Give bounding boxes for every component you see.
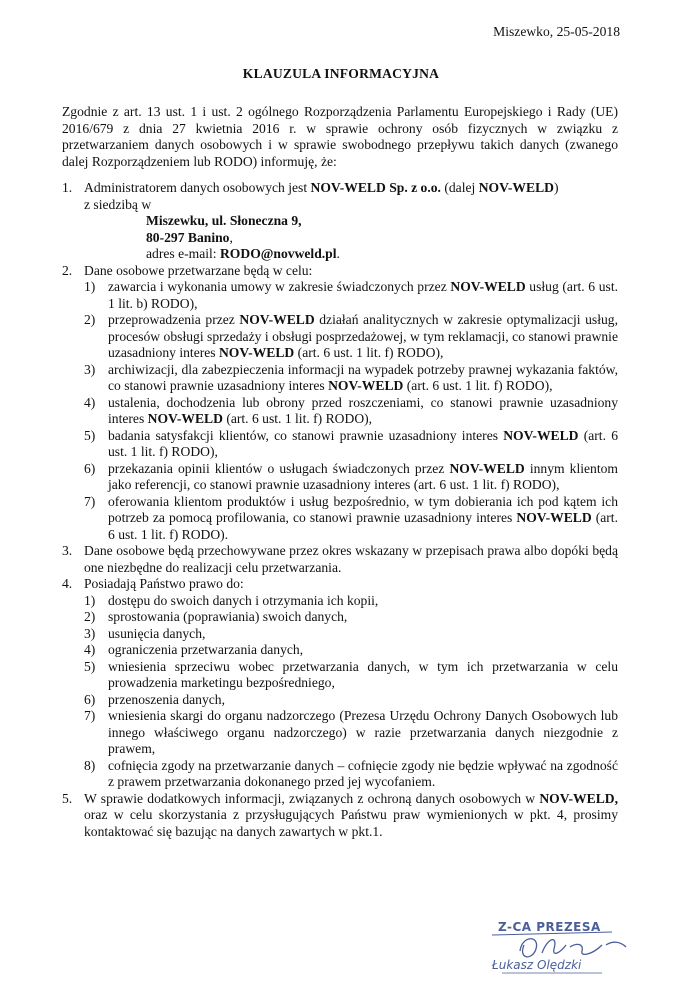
right-text: przenoszenia danych, <box>108 691 226 707</box>
company-name: NOV-WELD <box>218 345 295 360</box>
purpose-item <box>84 395 618 428</box>
purpose-text: zawarcia i wykonania umowy w zakresie świadczonych przez <box>108 279 451 294</box>
company-name: NOV-WELD <box>239 312 315 327</box>
right-text: wniesienia sprzeciwu wobec przetwarzania danych, w tym ich przetwarzania w celu prowadzenia marketingu bezpośredniego, <box>108 658 618 690</box>
purpose-number: 7) <box>84 493 96 509</box>
clause-number: 4. <box>62 576 73 591</box>
purpose-text: (art. 6 ust. 1 lit. f) RODO), <box>403 378 553 393</box>
address-comma: , <box>229 229 233 245</box>
address-postal: 80-297 Banino <box>146 229 230 245</box>
clause-number: 1. <box>62 180 73 195</box>
email-label: adres e-mail: <box>146 246 220 261</box>
right-text: ograniczenia przetwarzania danych, <box>108 642 304 657</box>
purpose-text: (art. 6 ust. 1 lit. f) RODO). <box>108 510 618 542</box>
right-number: 8) <box>84 757 96 773</box>
company-name: NOV-WELD <box>516 510 592 525</box>
right-item <box>84 692 618 709</box>
purpose-text: innym klientom jako referencji, co stanowi prawnie uzasadniony interes (art. 6 ust. 1 lit. f) RODO), <box>108 460 618 492</box>
right-number: 2) <box>84 609 96 624</box>
purpose-number: 4) <box>84 394 96 410</box>
address-block <box>84 213 618 263</box>
email-address[interactable]: RODO@novweld.pl <box>219 246 337 261</box>
right-text: sprostowania (poprawiania) swoich danych, <box>108 609 348 624</box>
purposes-heading: Dane osobowe przetwarzane będą w celu: <box>84 262 313 278</box>
purpose-text: (art. 6 ust. 1 lit. f) RODO), <box>108 427 618 459</box>
right-number: 1) <box>84 592 96 608</box>
clause-number: 3. <box>62 543 73 558</box>
purpose-item <box>84 428 618 461</box>
clause-contact <box>62 791 618 841</box>
purpose-text: działań analitycznych w zakresie optymalizacji usług, procesów obsługi sprzedaży i obsługi posprzedażowej, w tym reklamacji, co stanowi prawnie uzasadniony interes <box>108 312 618 360</box>
purpose-text: (art. 6 ust. 1 lit. f) RODO), <box>294 345 444 360</box>
company-name: NOV-WELD <box>147 411 223 426</box>
clause-list <box>62 180 618 840</box>
right-item <box>84 609 618 626</box>
address-street: Miszewku, ul. Słoneczna 9, <box>146 213 302 228</box>
admin-seat: z siedzibą w <box>84 196 152 212</box>
right-item <box>84 758 618 791</box>
right-number: 7) <box>84 708 96 723</box>
company-name: NOV-WELD <box>478 180 554 195</box>
right-item <box>84 626 618 643</box>
right-text: cofnięcia zgody na przetwarzanie danych – cofnięcie zgody nie będzie wpływać na zgodność z prawem przetwarzania dokonanego przed jej wycofaniem. <box>108 757 618 789</box>
right-item <box>84 708 618 758</box>
right-text: usunięcia danych, <box>108 625 206 641</box>
stamp-name: Łukasz Olędzki <box>492 958 582 972</box>
right-text: wniesienia skargi do organu nadzorczego (Prezesa Urzędu Ochrony Danych Osobowych lub innego właściwego organu nadzorczego) w razie przetwarzania danych niezgodnie z prawem, <box>108 708 618 756</box>
purpose-number: 1) <box>84 279 96 294</box>
purpose-item <box>84 279 618 312</box>
purpose-number: 5) <box>84 427 96 443</box>
purpose-number: 3) <box>84 361 96 377</box>
company-full-name: NOV-WELD Sp. z o.o. <box>310 180 441 195</box>
document-date: Miszewko, 25-05-2018 <box>493 24 620 39</box>
purpose-item <box>84 494 618 544</box>
admin-text: Administratorem danych osobowych jest <box>84 180 311 195</box>
purpose-number: 6) <box>84 460 96 476</box>
retention-text: Dane osobowe będą przechowywane przez okres wskazany w przepisach prawa albo dopóki będą one niezbędne do realizacji celu przetwarzania. <box>84 543 618 575</box>
intro-paragraph: Zgodnie z art. 13 ust. 1 i ust. 2 ogólnego Rozporządzenia Parlamentu Europejskiego i Rady (UE) 2016/679 z dnia 27 kwietnia 2016 r. w sprawie ochrony osób fizycznych w związku z przetwarzaniem danych osobowych i w sprawie swobodnego przepływu takich danych (zwanego dalej Rozporządzeniem lub RODO) informuję, że: <box>62 104 618 169</box>
purpose-text: przekazania opinii klientów o usługach świadczonych przez <box>108 460 450 476</box>
right-item <box>84 593 618 610</box>
purpose-text: usług (art. 6 ust. 1 lit. b) RODO), <box>108 279 618 311</box>
right-number: 6) <box>84 691 96 707</box>
admin-text: ) <box>553 180 559 195</box>
rights-heading: Posiadają Państwo prawo do: <box>84 576 244 591</box>
contact-text: W sprawie dodatkowych informacji, związanych z ochroną danych osobowych w <box>84 790 540 806</box>
purpose-text: ustalenia, dochodzenia lub obrony przed roszczeniami, co stanowi prawnie uzasadniony interes <box>108 394 618 426</box>
purpose-item <box>84 312 618 362</box>
purpose-text: (art. 6 ust. 1 lit. f) RODO), <box>222 411 373 426</box>
purpose-text: archiwizacji, dla zabezpieczenia informacji na wypadek potrzeby prawnej wykazania faktów, co stanowi prawnie uzasadniony interes <box>108 361 618 393</box>
right-item <box>84 642 618 659</box>
purpose-item <box>84 362 618 395</box>
right-number: 4) <box>84 642 96 657</box>
clause-number: 2. <box>62 262 73 278</box>
purpose-number: 2) <box>84 312 96 327</box>
contact-text: oraz w celu skorzystania z przysługujących Państwu praw wymienionych w pkt. 4, prosimy kontaktować się bazując na danych zawartych w pkt.1. <box>84 807 618 839</box>
stamp-role: Z-CA PREZESA <box>498 920 601 934</box>
right-number: 5) <box>84 658 96 674</box>
clause-administrator <box>62 180 618 263</box>
email-end: . <box>336 246 340 261</box>
company-name: NOV-WELD <box>328 378 404 393</box>
company-name: NOV-WELD <box>450 279 526 294</box>
admin-text: (dalej <box>440 180 479 195</box>
clause-purposes <box>62 263 618 544</box>
purpose-text: oferowania klientom produktów i usług bezpośrednio, w tym dobierania ich pod kątem ich potrzeb za pomocą profilowania, co stanowi prawnie uzasadniony interes <box>108 493 618 525</box>
clause-number: 5. <box>62 790 73 806</box>
document-title: KLAUZULA INFORMACYJNA <box>242 66 440 81</box>
clause-rights <box>62 576 618 791</box>
purpose-item <box>84 461 618 494</box>
signature-stamp <box>462 915 652 985</box>
company-name: NOV-WELD <box>449 460 525 476</box>
company-name: NOV-WELD <box>503 427 579 443</box>
clause-retention <box>62 543 618 576</box>
right-text: dostępu do swoich danych i otrzymania ich kopii, <box>108 592 379 608</box>
purpose-text: przeprowadzenia przez <box>108 312 240 327</box>
purpose-text: badania satysfakcji klientów, co stanowi prawnie uzasadniony interes <box>108 427 504 443</box>
right-number: 3) <box>84 625 96 641</box>
right-item <box>84 659 618 692</box>
company-name: NOV-WELD, <box>539 790 618 806</box>
